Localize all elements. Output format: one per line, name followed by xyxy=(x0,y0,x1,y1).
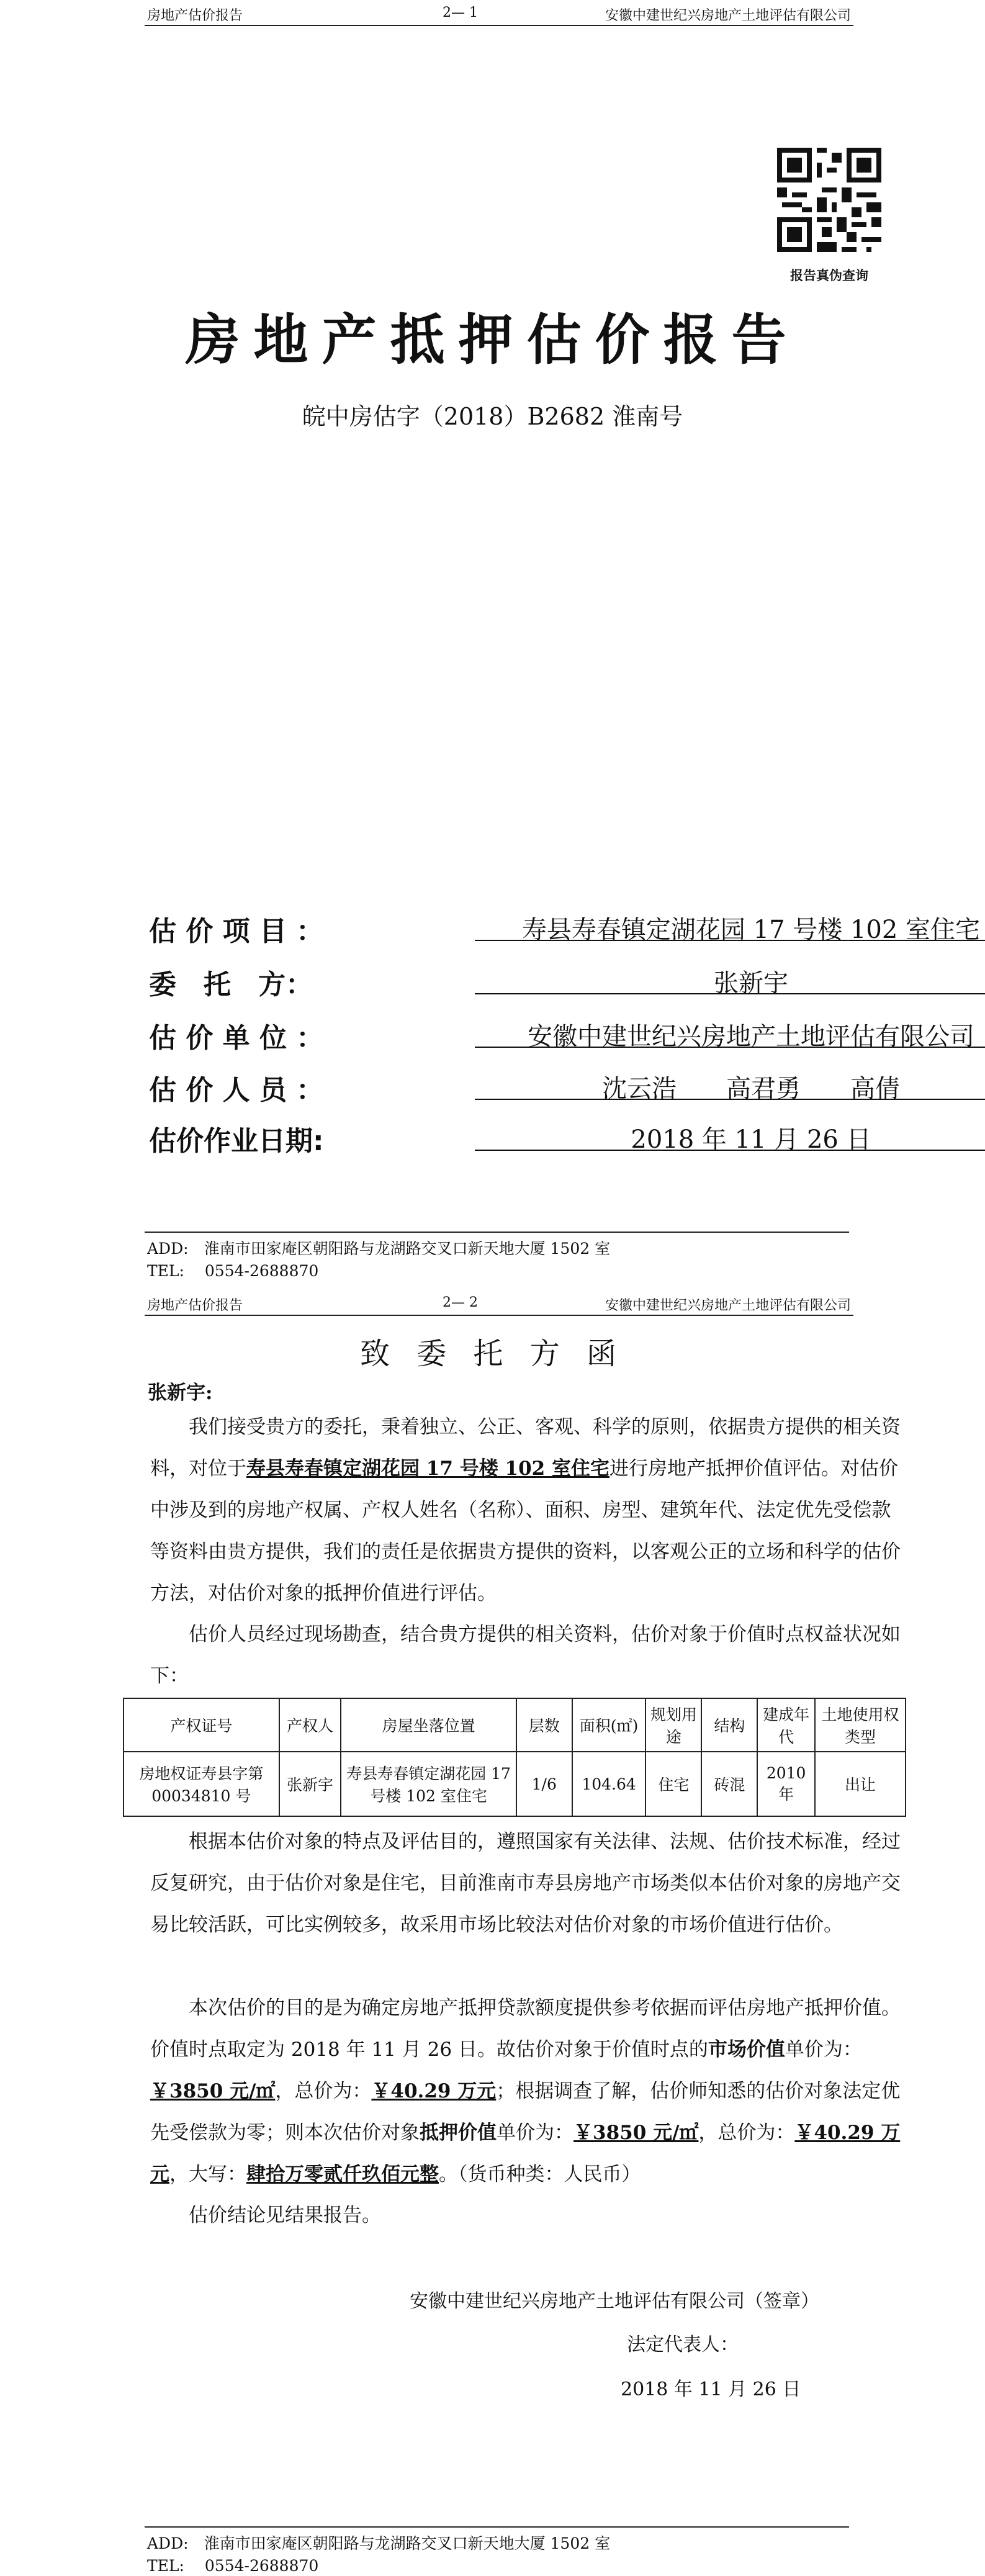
report-number: 皖中房估字（2018）B2682 淮南号 xyxy=(302,403,683,430)
footer-address: ADD: 淮南市田家庵区朝阳路与龙湖路交叉口新天地大厦 1502 室 xyxy=(147,2534,611,2552)
field-value: 沈云浩 高君勇 高倩 xyxy=(602,1074,900,1103)
page-header xyxy=(145,2,853,26)
table-row: 房地权证寿县字第 00034810 号 张新宇 寿县寿春镇定湖花园 17 号楼 102 室住宅 1/6 104.64 住宅 砖混 2010 年 出让 xyxy=(124,1752,906,1816)
salutation: 张新宇: xyxy=(148,1382,213,1404)
paragraph-conclusion: 本次估价的目的是为确定房地产抵押贷款额度提供参考依据而评估房地产抵押价值。价值时点取定为 2018 年 11 月 26 日。故估价对象于价值时点的市场价值单价为：￥3850 元/㎡，总价为：￥40.29 万元；根据调查了解，估价师知悉的估价对象法定优先受偿款为零；则本次估价对象抵押价值单价为：￥3850 元/㎡，总价为：￥40.29 万元，大写：肆拾万零贰仟玖佰元整。（货币种类：人民币） xyxy=(150,1997,901,2186)
field-label: 估 价 人 员 ： xyxy=(149,1074,324,1106)
header-page-number: 2— 1 xyxy=(443,5,478,20)
header-page-number: 2— 2 xyxy=(443,1295,478,1310)
field-value: 寿县寿春镇定湖花园 17 号楼 102 室住宅 xyxy=(521,916,981,944)
field-appraisers xyxy=(149,1068,900,1106)
footer-tel: TEL: 0554-2688870 xyxy=(147,2557,319,2575)
footer-address: ADD: 淮南市田家庵区朝阳路与龙湖路交叉口新天地大厦 1502 室 xyxy=(147,1240,611,1258)
header-left: 房地产估价报告 xyxy=(147,8,243,24)
report-title: 房地产抵押估价报告 xyxy=(185,307,800,372)
field-client xyxy=(149,962,894,1001)
header-company: 安徽中建世纪兴房地产土地评估有限公司 xyxy=(605,1298,851,1313)
paragraph-see-result: 估价结论见结果报告。 xyxy=(189,2204,381,2227)
header-left: 房地产估价报告 xyxy=(147,1298,243,1313)
sign-company: 安徽中建世纪兴房地产土地评估有限公司（签章） xyxy=(410,2290,819,2312)
table-header-row: 产权证号 产权人 房屋坐落位置 层数 面积(㎡) 规划用途 结构 建成年代 土地使用权类型 xyxy=(124,1698,906,1752)
field-value: 安徽中建世纪兴房地产土地评估有限公司 xyxy=(528,1022,974,1051)
field-value: 2018 年 11 月 26 日 xyxy=(631,1125,871,1154)
field-label: 估 价 项 目 ： xyxy=(149,916,324,947)
field-label: 估 价 单 位 ： xyxy=(149,1022,324,1054)
page-header xyxy=(145,1292,853,1316)
qr-caption: 报告真伪查询 xyxy=(790,268,868,283)
paragraph-intro: 我们接受贵方的委托，秉着独立、公正、客观、科学的原则，依据贵方提供的相关资料，对位于寿县寿春镇定湖花园 17 号楼 102 室住宅进行房地产抵押价值评估。对估价中涉及到的房地产权属、产权人姓名（名称）、面积、房型、建筑年代、法定优先受偿款等资料由贵方提供，我们的责任是依据贵方提供的资料，以客观公正的立场和科学的估价方法，对估价对象的抵押价值进行评估。 xyxy=(150,1416,901,1605)
field-project xyxy=(149,909,981,947)
property-table xyxy=(123,1698,906,1817)
sign-representative: 法定代表人： xyxy=(627,2334,739,2356)
footer-tel: TEL: 0554-2688870 xyxy=(147,1262,319,1280)
header-company: 安徽中建世纪兴房地产土地评估有限公司 xyxy=(605,8,851,24)
qr-code-icon[interactable] xyxy=(777,148,881,252)
paragraph-method: 根据本估价对象的特点及评估目的，遵照国家有关法律、法规、估价技术标准，经过反复研究，由于估价对象是住宅，目前淮南市寿县房地产市场类似本估价对象的房地产交易比较活跃，可比实例较多，故采用市场比较法对估价对象的市场价值进行估价。 xyxy=(150,1831,901,1936)
paragraph-status: 估价人员经过现场勘查，结合贵方提供的相关资料，估价对象于价值时点权益状况如下： xyxy=(150,1623,901,1687)
field-appraisal-unit xyxy=(149,1016,974,1054)
field-work-date xyxy=(149,1119,894,1157)
property-address: 寿县寿春镇定湖花园 17 号楼 102 室住宅 xyxy=(246,1457,610,1480)
field-label: 估价作业日期: xyxy=(149,1125,324,1157)
field-label: 委 托 方： xyxy=(149,969,313,1001)
field-value: 张新宇 xyxy=(714,969,788,998)
sign-date: 2018 年 11 月 26 日 xyxy=(621,2379,801,2400)
letter-title: 致 委 托 方 函 xyxy=(359,1336,626,1371)
